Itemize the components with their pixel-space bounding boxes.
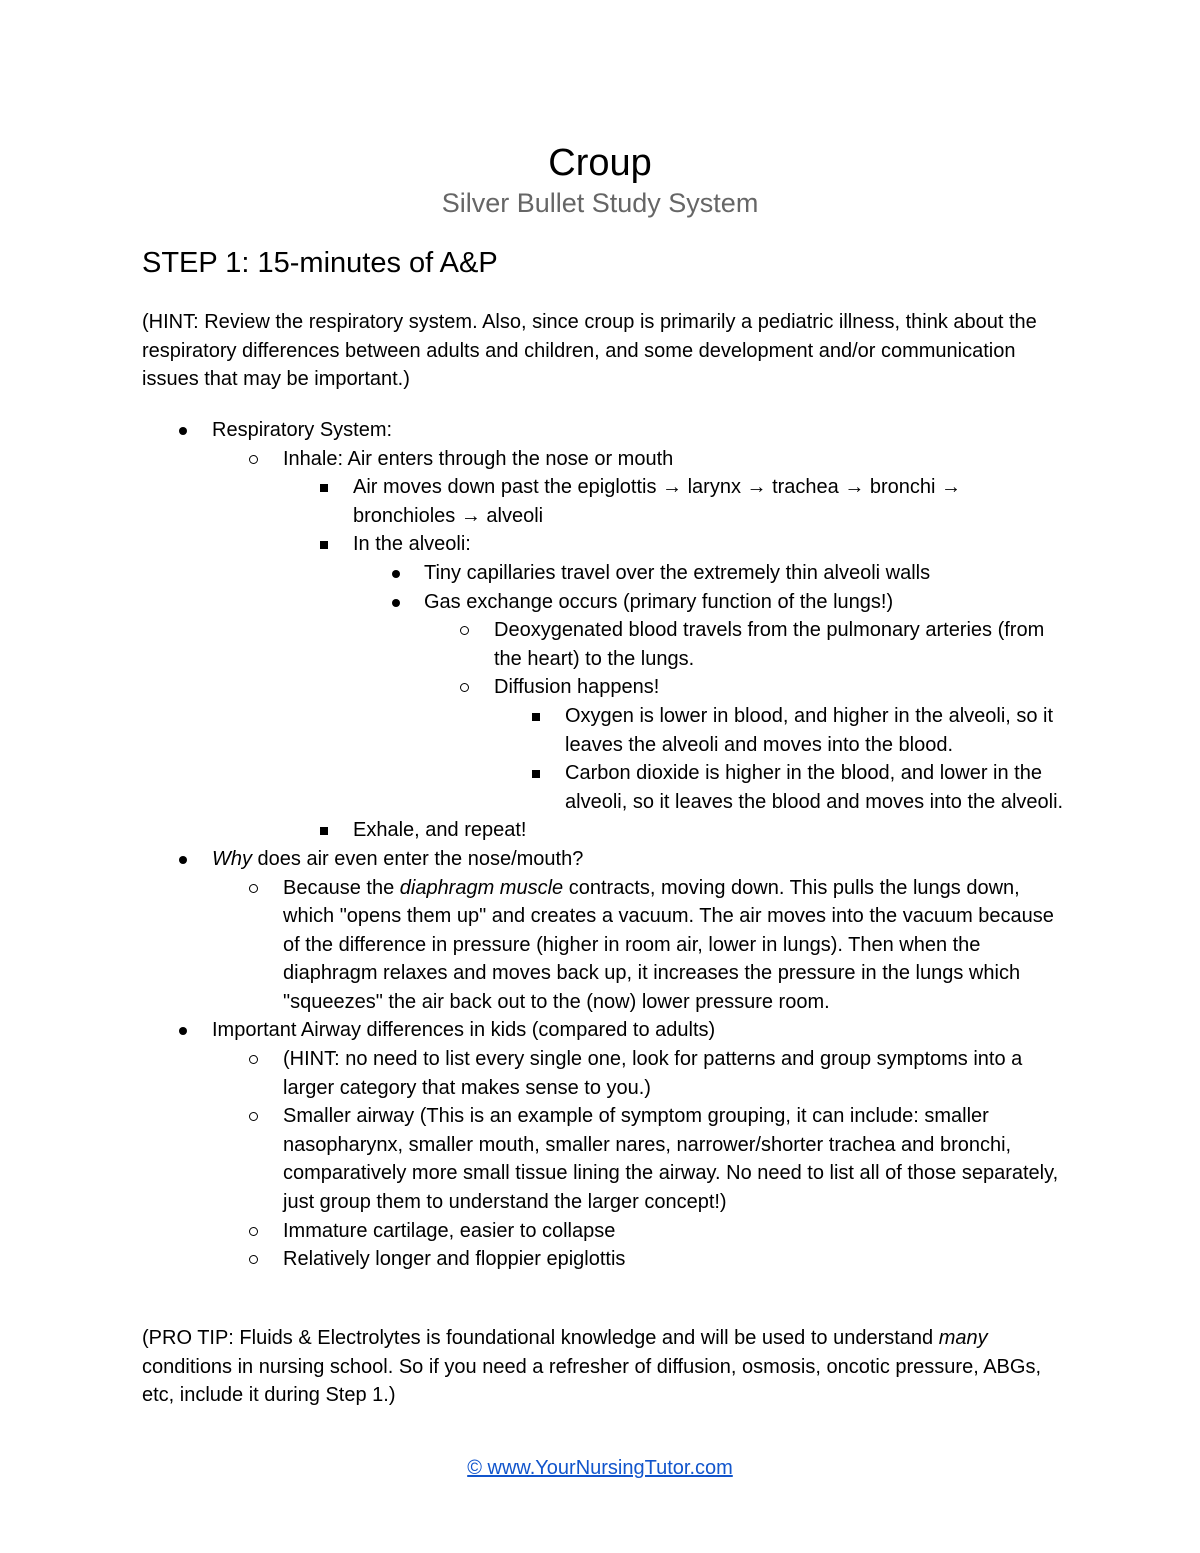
list-item	[494, 616, 1054, 673]
list-item-text: Important Airway differences in kids (compared to adults)	[212, 1019, 716, 1042]
list-item-text: Smaller airway (This is an example of symptom grouping, it can include: smaller nasopharynx, smaller mouth, smaller nares, narrower/shorter trachea and bronchi, comparatively more small tissue lining the airway. No need to list all of those separately, just group them to understand the larger concept!)	[283, 1105, 1059, 1214]
list-item-text: Diffusion happens!	[494, 676, 660, 699]
hint-paragraph: (HINT: Review the respiratory system. Also, since croup is primarily a pediatric illness, think about the respiratory differences between adults and children, and some development and/or communication issues that may be important.)	[142, 311, 1037, 391]
list-item	[565, 702, 1065, 759]
list-item-text: Gas exchange occurs (primary function of the lungs!)	[424, 590, 894, 613]
document-subtitle: Silver Bullet Study System	[441, 188, 759, 218]
disc-bullet-icon	[179, 427, 187, 435]
list-item-text: Deoxygenated blood travels from the pulmonary arteries (from the heart) to the lungs.	[494, 619, 1045, 670]
list-item	[565, 759, 1065, 816]
list-item	[212, 1016, 1062, 1045]
emphasis-text: Why	[212, 847, 252, 870]
circle-bullet-icon	[460, 683, 469, 692]
list-item-text-pre: Because the	[283, 876, 400, 899]
list-item-text: Air moves down past the epiglottis → larynx → trachea → bronchi → bronchioles → alveoli	[353, 476, 962, 527]
list-item	[283, 1245, 1063, 1274]
website-link[interactable]: © www.YourNursingTutor.com	[467, 1457, 733, 1479]
list-item	[283, 874, 1063, 1017]
circle-bullet-icon	[249, 1112, 258, 1121]
list-item-text: (HINT: no need to list every single one, look for patterns and group symptoms into a larger category that makes sense to you.)	[283, 1048, 1023, 1099]
list-item	[283, 445, 1063, 474]
list-item-text: Respiratory System:	[212, 419, 393, 441]
circle-bullet-icon	[249, 455, 258, 464]
disc-bullet-icon	[392, 570, 400, 578]
pro-tip-text-pre: (PRO TIP: Fluids & Electrolytes is foundational knowledge and will be used to understand	[142, 1327, 939, 1349]
list-item	[212, 416, 1062, 445]
list-item-text	[212, 845, 1062, 874]
list-item	[212, 845, 1062, 874]
circle-bullet-icon	[249, 1055, 258, 1064]
list-item-text	[283, 874, 1063, 1017]
disc-bullet-icon	[179, 856, 187, 864]
list-item	[283, 1045, 1063, 1102]
emphasis-text: many	[938, 1327, 988, 1349]
list-item-text: Carbon dioxide is higher in the blood, and lower in the alveoli, so it leaves the blood and moves into the alveoli.	[565, 762, 1064, 813]
circle-bullet-icon	[249, 1227, 258, 1236]
step-heading: STEP 1: 15-minutes of A&P	[142, 247, 498, 279]
list-item-text: Tiny capillaries travel over the extremely thin alveoli walls	[424, 561, 931, 584]
circle-bullet-icon	[460, 626, 469, 635]
footer	[0, 1454, 1200, 1482]
circle-bullet-icon	[249, 1255, 258, 1264]
list-item-text: Immature cartilage, easier to collapse	[283, 1219, 616, 1242]
square-bullet-icon	[320, 827, 328, 835]
list-item-text-rest: contracts, moving down. This pulls the lungs down, which "opens them up" and creates a vacuum. The air moves into the vacuum because of the difference in pressure (higher in room air, lower in lungs). Then when the diaphragm relaxes and moves back up, it increases the pressure in the lungs which "squeezes" the air back out to the (now) lower pressure room.	[283, 876, 1054, 1013]
list-item-text: In the alveoli:	[353, 533, 471, 556]
square-bullet-icon	[320, 484, 328, 492]
emphasis-text: diaphragm muscle	[399, 876, 564, 899]
list-item	[353, 816, 1023, 845]
list-item-text: Exhale, and repeat!	[353, 819, 527, 842]
disc-bullet-icon	[179, 1027, 187, 1035]
list-item-text: Relatively longer and floppier epiglottis	[283, 1248, 626, 1271]
document-title: Croup	[548, 142, 652, 184]
list-item	[283, 1217, 1063, 1246]
disc-bullet-icon	[392, 599, 400, 607]
square-bullet-icon	[320, 541, 328, 549]
square-bullet-icon	[532, 713, 540, 721]
list-item	[283, 1102, 1063, 1216]
circle-bullet-icon	[249, 884, 258, 893]
list-item	[353, 473, 1023, 530]
list-item-text: Inhale: Air enters through the nose or mouth	[283, 447, 674, 470]
pro-tip-text-rest: conditions in nursing school. So if you need a refresher of diffusion, osmosis, oncotic pressure, ABGs, etc, include it during Step 1.)	[142, 1355, 1041, 1407]
list-item	[353, 530, 1023, 559]
square-bullet-icon	[532, 770, 540, 778]
list-item-text: Oxygen is lower in blood, and higher in the alveoli, so it leaves the alveoli and moves into the blood.	[565, 704, 1054, 756]
list-item	[424, 559, 1044, 588]
list-item-text-rest: does air even enter the nose/mouth?	[252, 847, 584, 870]
list-item	[494, 673, 1054, 702]
list-item	[424, 588, 1044, 617]
pro-tip-paragraph	[142, 1324, 1062, 1410]
outline-list	[0, 416, 1200, 1274]
